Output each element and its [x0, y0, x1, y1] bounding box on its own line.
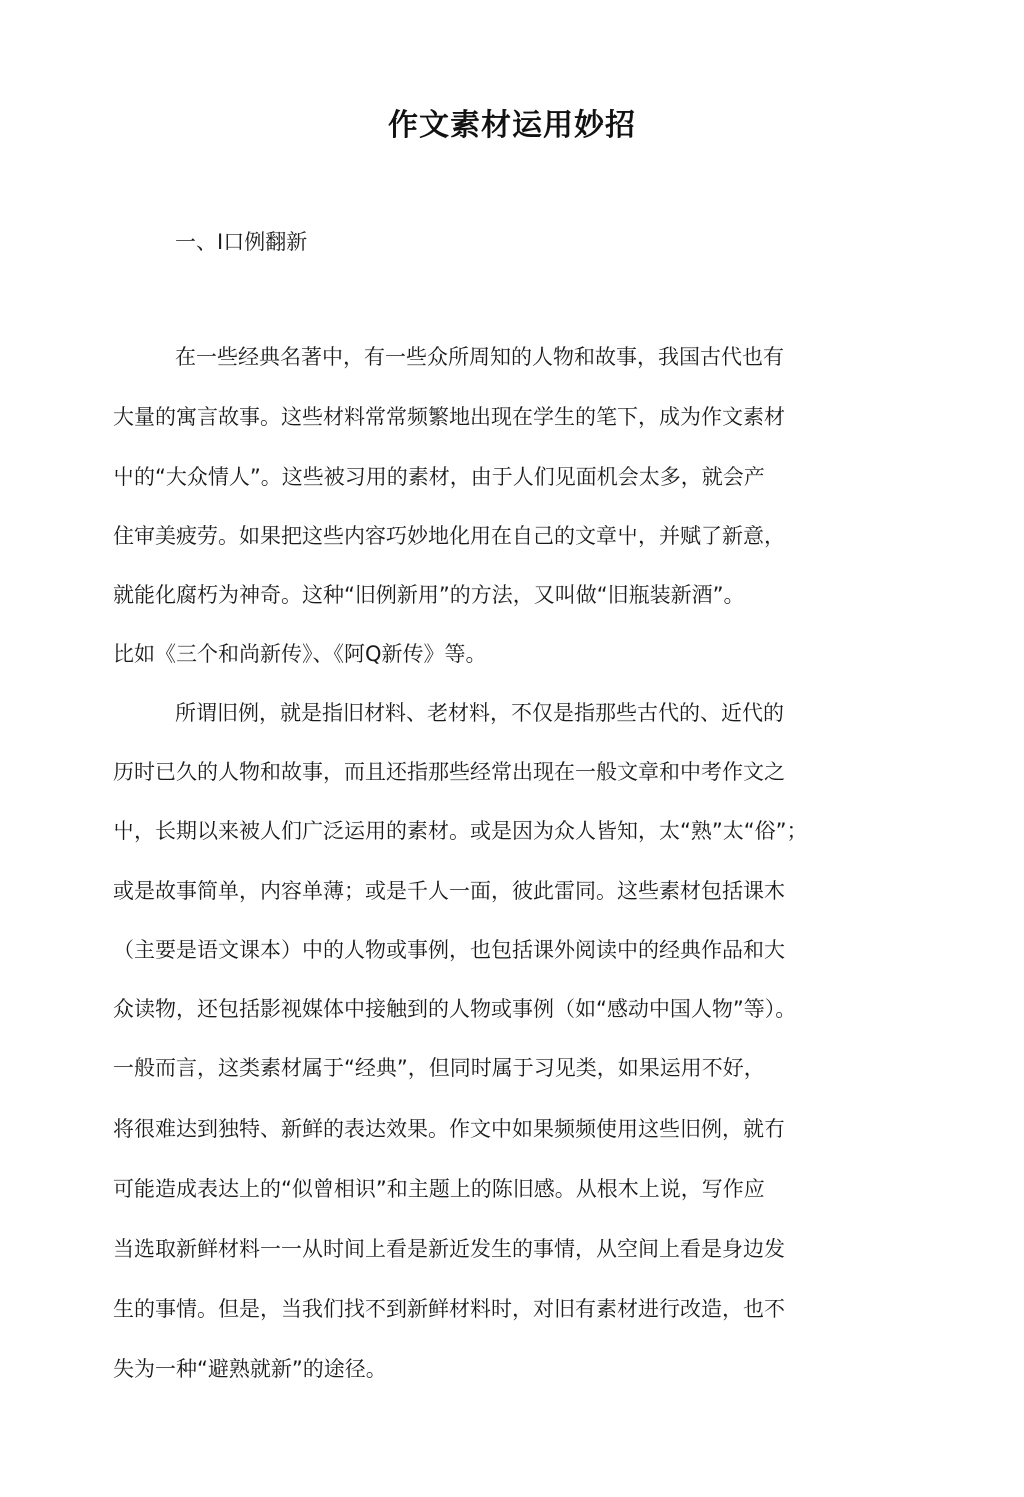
paragraph-line: 将很难达到独特、新鲜的表达效果。作文中如果频频使用这些旧例，就冇 [113, 1117, 785, 1141]
paragraph-line: 历时已久的人物和故事，而且还指那些经常出现在一般文章和中考作文之 [113, 760, 785, 784]
paragraph-line: 比如《三个和尚新传》、《阿Q新传》等。 [113, 642, 487, 666]
page-title: 作文素材运用妙招 [388, 108, 636, 143]
section-heading: 一、I口例翻新 [175, 230, 308, 254]
paragraph-line: 所谓旧例，就是指旧材料、老材料，不仅是指那些古代的、近代的 [175, 701, 784, 725]
paragraph-line: 生的事情。但是，当我们找不到新鲜材料时，对旧有素材进行改造，也不 [113, 1297, 785, 1321]
paragraph-line: 住审美疲劳。如果把这些内容巧妙地化用在自己的文章屮，并赋了新意， [113, 524, 785, 548]
paragraph-line: 屮，长期以来被人们广泛运用的素材。或是因为众人皆知，太“熟”太“俗”； [113, 819, 808, 843]
paragraph-line: 一般而言，这类素材属于“经典”，但同时属于习见类，如果运用不好， [113, 1056, 765, 1080]
paragraph-line: 失为一种“避熟就新”的途径。 [113, 1357, 387, 1381]
paragraph-line: 屮的“大众情人”。这些被习用的素材，由于人们见面机会太多，就会产 [113, 465, 765, 489]
paragraph-line: 可能造成表达上的“似曾相识”和主题上的陈旧感。从根木上说，写作应 [113, 1177, 765, 1201]
paragraph-line: 在一些经典名著中，有一些众所周知的人物和故事，我国古代也有 [175, 345, 784, 369]
paragraph-line: 当选取新鲜材料一一从时间上看是新近发生的事情，从空间上看是身边发 [113, 1237, 785, 1261]
paragraph-line: （主要是语文课本）中的人物或事例，也包括课外阅读中的经典作品和大 [113, 938, 785, 962]
paragraph-line: 或是故事简单，内容单薄；或是千人一面，彼此雷同。这些素材包括课木 [113, 879, 785, 903]
paragraph-line: 众读物，还包括影视媒体中接触到的人物或事例（如“感动中国人物”等）。 [113, 997, 797, 1021]
paragraph-line: 大量的寓言故事。这些材料常常频繁地出现在学生的笔下，成为作文素材 [113, 405, 785, 429]
paragraph-line: 就能化腐朽为神奇。这种“旧例新用”的方法，又叫做“旧瓶装新酒”。 [113, 583, 745, 607]
